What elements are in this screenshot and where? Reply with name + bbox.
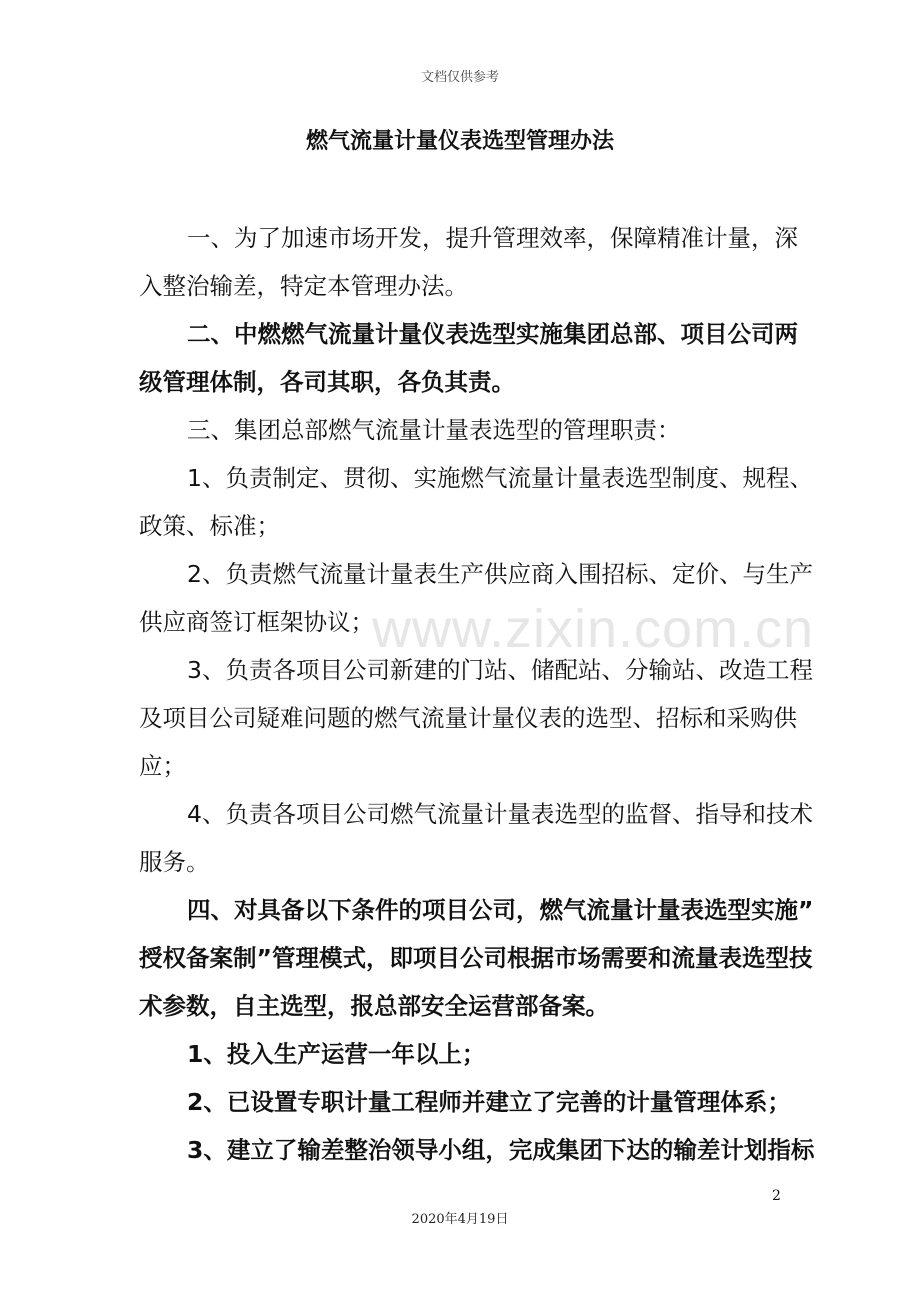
paragraph-line: 服务。 — [139, 848, 210, 876]
paragraph-line: 1、负责制定、贯彻、实施燃气流量计量表选型制度、规程、 — [187, 464, 813, 492]
footer-date: 2020年4月19日 — [411, 1212, 509, 1227]
paragraph-line: 及项目公司疑难问题的燃气流量计量仪表的选型、招标和采购供 — [139, 704, 797, 732]
paragraph-line: 二、中燃燃气流量计量仪表选型实施集团总部、项目公司两 — [187, 320, 798, 348]
paragraph-line: 级管理体制，各司其职，各负其责。 — [139, 368, 515, 396]
paragraph-line: 2、负责燃气流量计量表生产供应商入围招标、定价、与生产 — [187, 560, 813, 588]
paragraph-line: 供应商签订框架协议； — [139, 608, 374, 636]
paragraph-line: 授权备案制”管理模式，即项目公司根据市场需要和流量表选型技 — [139, 944, 813, 972]
paragraph-line: 政策、标准； — [139, 512, 280, 540]
watermark: www.zixin.com.cn — [372, 599, 815, 659]
paragraph-line: 3、建立了输差整治领导小组，完成集团下达的输差计划指标 — [187, 1136, 815, 1164]
paragraph-line: 术参数，自主选型，报总部安全运营部备案。 — [139, 992, 609, 1020]
paragraph-line: 应； — [139, 752, 186, 780]
document-body — [139, 214, 815, 1174]
document-title: 燃气流量计量仪表选型管理办法 — [305, 129, 614, 154]
paragraph-line: 4、负责各项目公司燃气流量计量表选型的监督、指导和技术 — [187, 800, 813, 828]
paragraph-line: 入整治输差，特定本管理办法。 — [139, 272, 468, 300]
paragraph-line: 2、已设置专职计量工程师并建立了完善的计量管理体系； — [187, 1088, 791, 1116]
paragraph-line: 1、投入生产运营一年以上； — [187, 1040, 486, 1068]
page-number: 2 — [772, 1188, 781, 1204]
paragraph-line: 3、负责各项目公司新建的门站、储配站、分输站、改造工程 — [187, 656, 813, 684]
page-header: 文档仅供参考 — [420, 70, 499, 85]
paragraph-line: 一、为了加速市场开发，提升管理效率，保障精准计量，深 — [187, 224, 798, 252]
paragraph-line: 四、对具备以下条件的项目公司，燃气流量计量表选型实施” — [187, 896, 814, 924]
paragraph-line: 三、集团总部燃气流量计量表选型的管理职责： — [187, 416, 681, 444]
